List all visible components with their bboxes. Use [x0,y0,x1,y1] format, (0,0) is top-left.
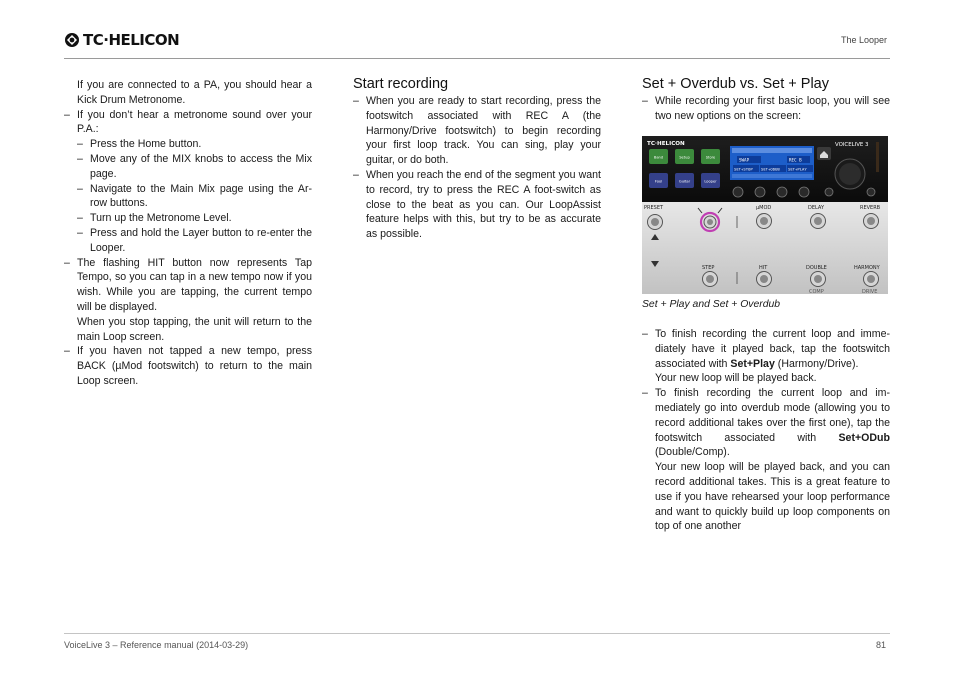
screen-label-set-odub: SET+ODUB [761,166,780,172]
arrow-right-icon [867,188,875,196]
heading-set-overdub: Set + Overdub vs. Set + Play [642,76,829,92]
pad-looper-label: Looper [704,179,717,184]
knob-icon [733,187,743,197]
footswitch-cap [814,275,822,283]
label-drive: DRIVE [862,289,878,294]
list-item: – If you don’t hear a metronome sound over your P.A.: [64,108,312,136]
label-reverb: REVERB [860,205,881,211]
column-3 [642,76,890,124]
sub-item-text: Turn up the Metronome Level. [90,212,232,225]
list-item: – When you are ready to start recording, press the footswitch associated with REC A (the Harmony/Drive footswitch) to begin recording your first loop track. You can sing, play your guitar, or do both. [353,95,601,167]
column-1 [64,78,312,389]
footswitch-cap [867,275,875,283]
list-item: – The flashing HIT button now represents Tap Tempo, so you can tap in a new tempo now if you wish. While you are tapping, the current tempo will be displayed. [64,256,312,313]
label-preset: PRESET [644,205,664,211]
device-figure [642,136,888,294]
label-comp: COMP [809,289,824,294]
list-item: – To finish recording the current loop and im-mediately go into overdub mode (allowing you to record additional takes over the first one), tap the footswitch associated with Set+ODub (Double/Comp). [642,387,890,459]
list-item-text: When you reach the end of the segment you want to record, try to press the REC A foot-switch as close to the beat as you can. Our LoopAssist feature helps with this, but try to be as accurate as possible. [366,168,601,241]
list-item-text: To finish recording the current loop and im-mediately go into overdub mode (allowing you to record additional takes over the first one), tap the footswitch associated with Set+ODub (Double/Comp). [655,387,890,459]
pad-fool-label: Fool [654,179,663,184]
sub-list-item: – Move any of the MIX knobs to access the Mix page. [77,152,312,180]
sub-list-item: – Press the Home button. [64,137,312,152]
sub-list-item: – Press and hold the Layer button to re-enter the Looper. [77,226,312,254]
section-title: The Looper [840,35,887,45]
screen-bottom-bar [732,174,812,178]
list-item-text: While recording your first basic loop, you will see two new options on the screen: [655,95,890,122]
device-brand: TC·HELICON [647,141,685,147]
arrow-left-icon [825,188,833,196]
helicon-logo-icon [64,32,80,48]
pad-guitar-label: Guitar [678,179,691,184]
figure-caption: Set + Play and Set + Overdub [642,299,781,310]
voicelive-device-illustration [642,136,888,294]
list-item: – If you haven not tapped a new tempo, press BACK (µMod footswitch) to return to the main Loop screen. [64,345,312,387]
list-item: – While recording your first basic loop, you will see two new options on the screen: [642,95,890,122]
footswitch-cap [706,275,714,283]
screen-top-bar [732,148,812,153]
level-meter [876,142,879,172]
footer-divider [64,633,890,634]
list-item-text: If you haven not tapped a new tempo, press BACK (µMod footswitch) to return to the main Loop screen. [77,345,312,387]
column-3-continued [642,327,890,534]
label-step: STEP [702,265,715,271]
device-screen [730,146,814,180]
brand-name: TC·HELICON [83,31,180,49]
footswitch-cap [651,218,659,226]
list-item: – To finish recording the current loop and imme-diately have it played back, tap the footswitch associated with Set+Play (Harmony/Drive). [642,328,890,370]
device-model: VOICELIVE 3 [835,142,869,148]
footswitch-cap [814,217,822,225]
column-2 [353,76,601,242]
label-umod: µMOD [756,205,772,211]
label-double: DOUBLE [806,265,827,271]
list-item-continuation: Your new loop will be played back, and you can record additional takes. This is a great feature to use if you have rehearsed your loop performance and want to quickly build up loop components on top of one another [655,461,890,533]
footswitch-cap [760,217,768,225]
footswitch-cap [867,217,875,225]
label-delay: DELAY [808,205,824,211]
screen-label-swap: SWAP [739,157,750,163]
sub-item-text: Navigate to the Main Mix page using the Ar-row buttons. [90,182,312,210]
list-item-text: The flashing HIT button now represents Tap Tempo, so you can tap in a new tempo now if you wish. While you are tapping, the current tempo will be displayed. [77,256,312,313]
footswitch-cap [760,275,768,283]
list-item: – When you reach the end of the segment you want to record, try to press the REC A foot-switch as close to the beat as you can. Our LoopAssist feature helps with this, but try to be as accurate as possible. [353,168,601,241]
pad-band-label: Band [653,155,664,160]
screen-label-set-play: SET+PLAY [788,166,807,172]
page-number: 81 [875,640,886,650]
list-item-continuation: Your new loop will be played back. [655,372,817,385]
sub-item-text: Press and hold the Layer button to re-enter the Looper. [90,226,312,254]
paragraph-intro: If you are connected to a PA, you should hear a Kick Drum Metronome. [77,79,312,106]
footswitch-cap [707,219,713,225]
brand-logo [64,31,179,49]
pad-store-label: Store [705,155,716,160]
list-item-continuation: When you stop tapping, the unit will return to the main Loop screen. [77,315,312,343]
pad-setup-label: Setup [679,155,690,160]
label-harmony: HARMONY [854,265,880,271]
label-hit: HIT [759,265,768,271]
sub-item-text: Press the Home button. [90,138,202,151]
list-item-text: When you are ready to start recording, press the footswitch associated with REC A (the Harmony/Drive footswitch) to begin recording your first loop track. You can sing, play your guitar, or do both. [366,95,601,167]
sub-list-item: – Navigate to the Main Mix page using the Ar-row buttons. [77,182,312,210]
sub-list-item: – Turn up the Metronome Level. [64,211,312,226]
sub-item-text: Move any of the MIX knobs to access the Mix page. [90,152,312,180]
knob-icon [777,187,787,197]
footer-manual-title: VoiceLive 3 – Reference manual (2014-03-29) [64,640,249,650]
header-divider [64,58,890,59]
list-item-text: If you don’t hear a metronome sound over your P.A.: [77,108,312,136]
knob-icon [755,187,765,197]
knob-icon [799,187,809,197]
main-dial-center [839,163,861,185]
list-item-text: To finish recording the current loop and imme-diately have it played back, tap the footswitch associated with Set+Play (Harmony/Drive). [655,328,890,370]
screen-label-set-stop: SET+STOP [734,166,753,172]
screen-label-rec-b: REC B [789,157,802,163]
heading-start-recording: Start recording [353,76,449,92]
